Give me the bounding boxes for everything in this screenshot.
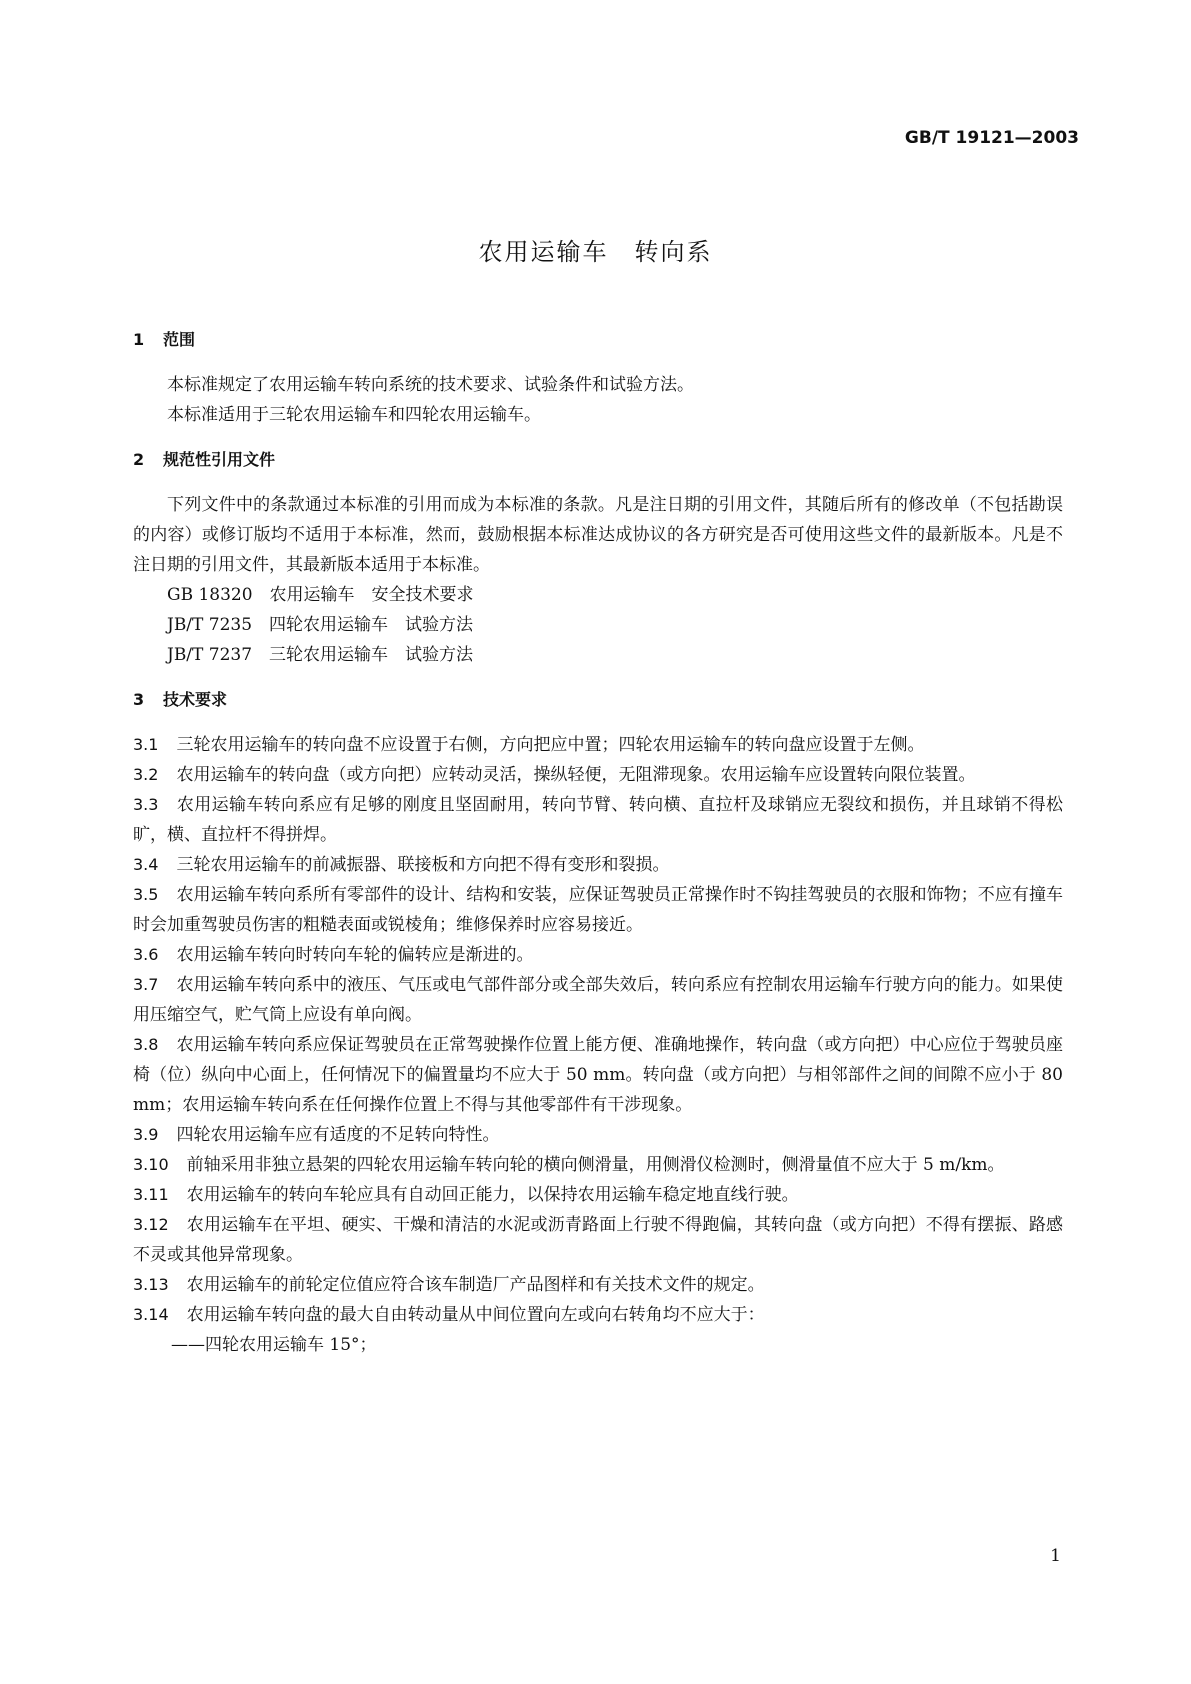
clause-text: 三轮农用运输车的转向盘不应设置于右侧，方向把应中置；四轮农用运输车的转向盘应设置于左侧。 [176, 735, 925, 755]
clause-text: 农用运输车转向盘的最大自由转动量从中间位置向左或向右转角均不应大于： [186, 1305, 765, 1325]
clause-3-9 [133, 1120, 1063, 1150]
section-number: 1 [133, 330, 145, 349]
clause-text: 三轮农用运输车的前减振器、联接板和方向把不得有变形和裂损。 [176, 855, 670, 875]
clause-number: 3.3 [133, 795, 159, 814]
clause-text: 农用运输车转向系应保证驾驶员在正常驾驶操作位置上能方便、准确地操作，转向盘（或方向把）中心应位于驾驶员座椅（位）纵向中心面上，任何情况下的偏置量均不应大于 50 mm。转向盘（或方向把）与相邻部件之间的间隙不应小于 80 mm；农用运输车转向系在任何操作位置上不得与其他零部件有干涉现象。 [133, 1035, 1063, 1115]
clause-3-3 [133, 790, 1063, 850]
clause-number: 3.2 [133, 765, 159, 784]
clause-number: 3.13 [133, 1275, 169, 1294]
clause-number: 3.6 [133, 945, 159, 964]
clause-text: 农用运输车转向系所有零部件的设计、结构和安装，应保证驾驶员正常操作时不钩挂驾驶员的衣服和饰物；不应有撞车时会加重驾驶员伤害的粗糙表面或锐棱角；维修保养时应容易接近。 [133, 885, 1063, 935]
standard-code: GB/T 19121—2003 [904, 128, 1079, 148]
clause-3-13 [133, 1270, 1063, 1300]
document-body [133, 325, 1063, 1360]
reference-item: JB/T 7237 三轮农用运输车 试验方法 [167, 645, 474, 665]
section-heading-scope [133, 325, 1063, 355]
clause-text: 农用运输车在平坦、硬实、干燥和清洁的水泥或沥青路面上行驶不得跑偏，其转向盘（或方向把）不得有摆振、路感不灵或其他异常现象。 [133, 1215, 1063, 1265]
clause-3-14 [133, 1300, 1063, 1330]
clause-number: 3.9 [133, 1125, 159, 1144]
clause-3-6 [133, 940, 1063, 970]
references-intro: 下列文件中的条款通过本标准的引用而成为本标准的条款。凡是注日期的引用文件，其随后所有的修改单（不包括勘误的内容）或修订版均不适用于本标准，然而，鼓励根据本标准达成协议的各方研究是否可使用这些文件的最新版本。凡是不注日期的引用文件，其最新版本适用于本标准。 [133, 495, 1063, 575]
clause-text: 四轮农用运输车应有适度的不足转向特性。 [176, 1125, 500, 1145]
clause-text: 农用运输车的转向车轮应具有自动回正能力，以保持农用运输车稳定地直线行驶。 [186, 1185, 799, 1205]
dash-list-item: ——四轮农用运输车 15°； [171, 1335, 377, 1355]
clause-3-2 [133, 760, 1063, 790]
clause-3-4 [133, 850, 1063, 880]
section-number: 2 [133, 450, 145, 469]
section-number: 3 [133, 690, 145, 709]
section-title: 规范性引用文件 [163, 450, 276, 469]
section-title: 范围 [163, 330, 196, 349]
clause-text: 前轴采用非独立悬架的四轮农用运输车转向轮的横向侧滑量，用侧滑仪检测时，侧滑量值不应大于 5 m/km。 [186, 1155, 1005, 1175]
reference-item: JB/T 7235 四轮农用运输车 试验方法 [167, 615, 474, 635]
clause-number: 3.11 [133, 1185, 169, 1204]
clause-3-8 [133, 1030, 1063, 1120]
clause-3-5 [133, 880, 1063, 940]
scope-paragraph: 本标准规定了农用运输车转向系统的技术要求、试验条件和试验方法。 [167, 375, 694, 395]
clause-number: 3.10 [133, 1155, 169, 1174]
clause-number: 3.12 [133, 1215, 169, 1234]
clause-3-12 [133, 1210, 1063, 1270]
clause-text: 农用运输车转向时转向车轮的偏转应是渐进的。 [176, 945, 534, 965]
page-number: 1 [1050, 1546, 1061, 1566]
clause-number: 3.14 [133, 1305, 169, 1324]
section-heading-normative-references [133, 445, 1063, 475]
clause-3-11 [133, 1180, 1063, 1210]
document-title: 农用运输车 转向系 [478, 238, 713, 266]
clause-3-10 [133, 1150, 1063, 1180]
section-title: 技术要求 [163, 690, 228, 709]
clause-text: 农用运输车转向系中的液压、气压或电气部件部分或全部失效后，转向系应有控制农用运输车行驶方向的能力。如果使用压缩空气，贮气筒上应设有单向阀。 [133, 975, 1063, 1025]
clause-text: 农用运输车的前轮定位值应符合该车制造厂产品图样和有关技术文件的规定。 [186, 1275, 765, 1295]
clause-number: 3.1 [133, 735, 159, 754]
clause-number: 3.7 [133, 975, 159, 994]
section-heading-technical-requirements [133, 685, 1063, 715]
clause-text: 农用运输车转向系应有足够的刚度且坚固耐用，转向节臂、转向横、直拉杆及球销应无裂纹和损伤，并且球销不得松旷，横、直拉杆不得拼焊。 [133, 795, 1063, 845]
clause-number: 3.4 [133, 855, 159, 874]
clause-3-1 [133, 730, 1063, 760]
reference-item: GB 18320 农用运输车 安全技术要求 [167, 585, 474, 605]
clause-3-7 [133, 970, 1063, 1030]
clause-number: 3.8 [133, 1035, 159, 1054]
clause-text: 农用运输车的转向盘（或方向把）应转动灵活，操纵轻便，无阻滞现象。农用运输车应设置转向限位装置。 [176, 765, 976, 785]
scope-paragraph: 本标准适用于三轮农用运输车和四轮农用运输车。 [167, 405, 541, 425]
clause-number: 3.5 [133, 885, 159, 904]
